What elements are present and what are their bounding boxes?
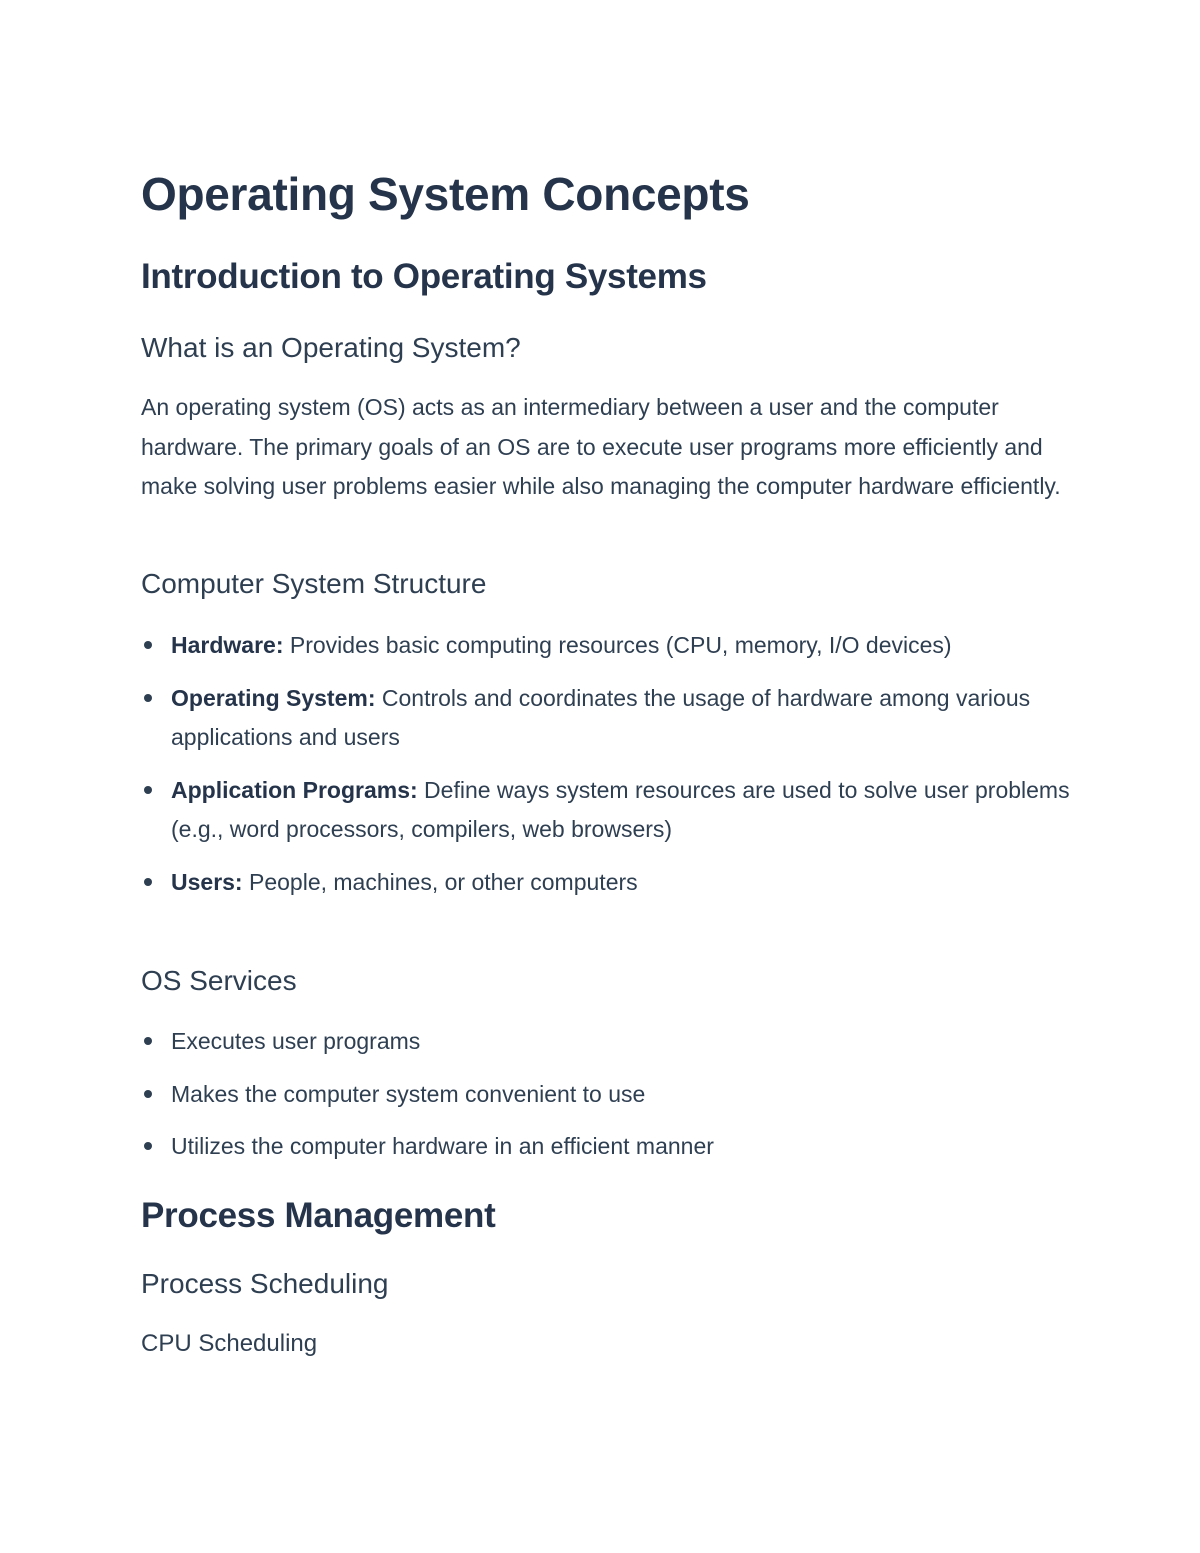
section-heading-introduction: Introduction to Operating Systems xyxy=(141,257,707,296)
document-title: Operating System Concepts xyxy=(141,168,750,220)
list-item-text: Provides basic computing resources (CPU, memory, I/O devices) xyxy=(283,632,952,658)
bullet-icon xyxy=(144,1142,152,1150)
list-item xyxy=(141,1127,1071,1167)
subsection-heading-process-scheduling: Process Scheduling xyxy=(141,1268,389,1299)
paragraph-os-definition: An operating system (OS) acts as an intermediary between a user and the computer hardware. The primary goals of an OS are to execute user programs more efficiently and make solving user problems easier while also managing the computer hardware efficiently. xyxy=(141,394,1061,499)
subsection-heading-computer-system-structure: Computer System Structure xyxy=(141,568,487,599)
list-item-term: Application Programs: xyxy=(171,776,418,803)
bullet-icon xyxy=(144,878,152,886)
section-heading-process-management: Process Management xyxy=(141,1196,496,1235)
subsection-heading-what-is-os: What is an Operating System? xyxy=(141,332,521,363)
list-item-hardware xyxy=(141,626,1071,666)
list-item-text: People, machines, or other computers xyxy=(242,868,638,895)
list-item-text: Define ways system resources are used to solve user problems (e.g., word processors, compilers, web browsers) xyxy=(171,776,1070,842)
list-item-operating-system xyxy=(141,679,1071,758)
bullet-icon xyxy=(144,1037,152,1045)
list-item-term: Hardware: xyxy=(171,632,284,658)
list-item-text: Controls and coordinates the usage of hardware among various applications and users xyxy=(171,684,1031,750)
subsubsection-heading-cpu-scheduling: CPU Scheduling xyxy=(141,1330,318,1357)
bullet-icon xyxy=(144,1090,152,1098)
os-services-list xyxy=(141,1022,1071,1180)
subsection-heading-os-services: OS Services xyxy=(141,965,297,996)
list-item xyxy=(141,1022,1071,1062)
bullet-icon xyxy=(144,694,152,702)
list-item-term: Operating System: xyxy=(171,684,376,711)
list-item-text: Executes user programs xyxy=(171,1028,421,1054)
bullet-icon xyxy=(144,641,152,649)
list-item-text: Makes the computer system convenient to use xyxy=(171,1080,646,1107)
list-item-application-programs xyxy=(141,771,1071,850)
list-item xyxy=(141,1075,1071,1115)
list-item-text: Utilizes the computer hardware in an efficient manner xyxy=(171,1133,714,1159)
list-item-term: Users: xyxy=(171,868,243,895)
computer-system-structure-list xyxy=(141,626,1071,915)
list-item-users xyxy=(141,863,1071,903)
bullet-icon xyxy=(144,786,152,794)
